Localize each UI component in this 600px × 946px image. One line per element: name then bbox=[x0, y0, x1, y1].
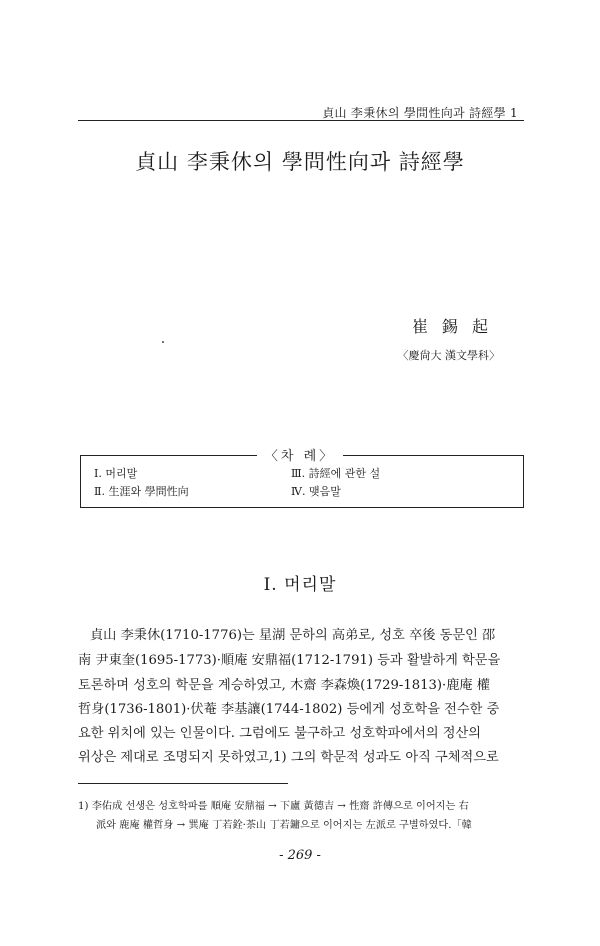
author-affiliation: 〈慶尙大 漢文學科〉 bbox=[397, 349, 500, 362]
header-rule bbox=[78, 120, 524, 121]
body-line: 哲身(1736-1801)·伏菴 李基讓(1744-1802) 등에게 성호학을 전수한 중 bbox=[78, 702, 500, 717]
paper-title: 貞山 李秉休의 學問性向과 詩經學 bbox=[135, 150, 465, 174]
author-name: 崔錫起 bbox=[411, 317, 502, 336]
toc-item-2: Ⅱ. 生涯와 學問性向 bbox=[94, 485, 189, 498]
footnote-rule bbox=[78, 783, 288, 784]
toc-heading bbox=[0, 445, 600, 464]
toc-heading-label: 〈차 례〉 bbox=[257, 449, 343, 464]
body-line: 위상은 제대로 조명되지 못하였고,1) 그의 학문적 성과도 아직 구체적으로 bbox=[78, 750, 499, 765]
body-line: 요한 위치에 있는 인물이다. 그럼에도 불구하고 성호학파에서의 정산의 bbox=[78, 726, 481, 741]
footnote-line: 1) 李佑成 선생은 성호학파를 順庵 安鼎福 → 下廬 黃德吉 → 性齋 許傳으로 이어지는 右 bbox=[78, 801, 469, 812]
toc-item-3: Ⅲ. 詩經에 관한 설 bbox=[291, 467, 381, 480]
body-line: 토론하며 성호의 학문을 계승하였고, 木齋 李森煥(1729-1813)·鹿庵 權 bbox=[78, 678, 490, 693]
page-number: - 269 - bbox=[279, 848, 321, 863]
footnote-line: 派와 鹿庵 權哲身 → 巽庵 丁若銓·茶山 丁若鏞으로 이어지는 左派로 구별하였다.「韓 bbox=[96, 820, 472, 831]
body-line: 南 尹東奎(1695-1773)·順庵 安鼎福(1712-1791) 등과 활발하게 학문을 bbox=[78, 653, 501, 668]
speck bbox=[162, 341, 164, 343]
section-title: Ⅰ. 머리말 bbox=[263, 575, 337, 595]
running-head: 貞山 李秉休의 學問性向과 詩經學 1 bbox=[322, 106, 518, 120]
toc-item-1: Ⅰ. 머리말 bbox=[94, 467, 138, 480]
body-line: 貞山 李秉休(1710-1776)는 星湖 문하의 高弟로, 성호 卒後 동문인 邵 bbox=[90, 628, 496, 643]
toc-item-4: Ⅳ. 맺음말 bbox=[291, 485, 341, 498]
